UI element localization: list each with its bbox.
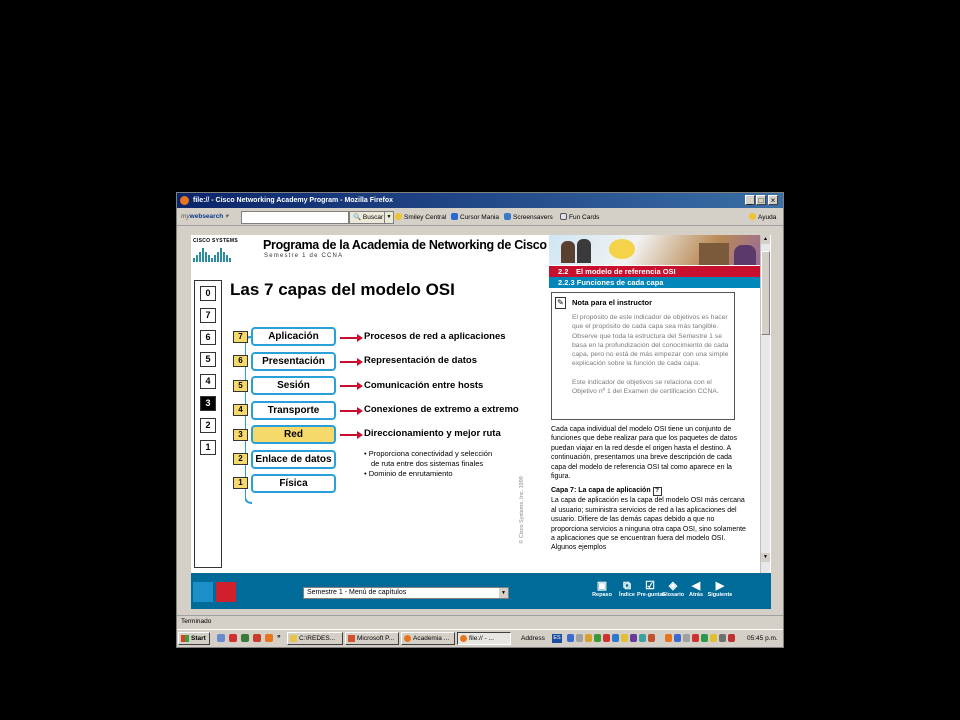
cursor-mania-label: Cursor Mania — [460, 214, 500, 221]
tray-icon[interactable] — [612, 634, 619, 642]
cisco-logo-text: CISCO SYSTEMS — [193, 238, 239, 244]
tray-icon[interactable] — [639, 634, 646, 642]
siguiente-label: Siguiente — [707, 592, 733, 598]
tray-icon[interactable] — [728, 634, 735, 642]
start-label: Start — [191, 635, 206, 642]
repaso-label: Repaso — [592, 592, 612, 598]
search-button[interactable]: 🔍 Buscar — [349, 211, 387, 224]
quicklaunch-desktop-icon[interactable] — [217, 634, 225, 642]
cisco-logo-bars — [193, 246, 239, 262]
instructor-note — [551, 292, 735, 420]
side-vertical-scrollbar[interactable] — [760, 235, 770, 573]
layer-number-1: 1 — [233, 477, 248, 489]
tray-icon[interactable] — [683, 634, 690, 642]
more-quicklaunch-chevron-icon[interactable]: » — [277, 633, 281, 640]
program-title: Programa de la Academia de Networking de Cisco — [263, 238, 547, 252]
arrow-icon — [340, 385, 360, 387]
windows-taskbar — [177, 629, 783, 648]
quiz-icon: ☑ — [645, 580, 655, 592]
firefox-icon — [404, 635, 411, 642]
nav-number-4[interactable]: 4 — [200, 374, 216, 389]
layer-function-4: Conexiones de extremo a extremo — [364, 404, 519, 415]
chevron-down-icon[interactable]: ▼ — [499, 588, 508, 598]
note-icon: ✎ — [555, 297, 566, 309]
layer-number-7: 7 — [233, 331, 248, 343]
browser-window — [176, 192, 784, 648]
layer-box-red: Red — [251, 425, 336, 444]
layer-function-7: Procesos de red a aplicaciones — [364, 331, 506, 342]
layer-3-bullets — [364, 449, 492, 479]
blue-square-decoration — [193, 582, 213, 602]
copyright-text: © Cisco Systems, Inc. 1999 — [518, 476, 525, 544]
maximize-button[interactable]: □ — [756, 195, 766, 205]
layer-box-aplicacion: Aplicación — [251, 327, 336, 346]
layer-function-3: Direccionamiento y mejor ruta — [364, 428, 501, 439]
glosario-label: Glosario — [661, 592, 685, 598]
body-subheading — [551, 486, 747, 496]
tray-icon[interactable] — [648, 634, 655, 642]
help-button[interactable] — [749, 213, 776, 221]
address-toolbar-label[interactable]: Address — [521, 635, 545, 642]
mywebsearch-brand: websearch — [189, 213, 224, 220]
nav-number-3[interactable]: 3 — [200, 396, 216, 411]
tray-icon[interactable] — [594, 634, 601, 642]
mywebsearch-prefix: my — [181, 213, 190, 220]
preguntas-label: Pre-guntas — [637, 592, 666, 598]
program-subtitle: Semestre 1 de CCNA — [264, 253, 344, 259]
layer-number-nav — [194, 280, 222, 568]
help-icon — [749, 213, 756, 220]
nav-number-7[interactable]: 7 — [200, 308, 216, 323]
layer-number-4: 4 — [233, 404, 248, 416]
tray-icon[interactable] — [603, 634, 610, 642]
firefox-icon — [180, 196, 189, 205]
review-icon: ▣ — [596, 580, 608, 592]
layer-box-transporte: Transporte — [251, 401, 336, 420]
banner-sun-shape — [609, 239, 635, 259]
arrow-icon — [340, 410, 360, 412]
body-subheading-text: Capa 7: La capa de aplicación — [551, 487, 651, 495]
system-tray-icons — [567, 634, 735, 643]
slide-title: Las 7 capas del modelo OSI — [230, 280, 455, 299]
layer-box-sesion: Sesión — [251, 376, 336, 395]
tray-icon[interactable] — [657, 634, 664, 642]
task-label: Microsoft P... — [357, 635, 395, 642]
cisco-logo — [193, 238, 239, 264]
section-number: 2.2 — [558, 267, 569, 276]
search-input[interactable] — [241, 211, 349, 224]
task-button-redes-folder[interactable] — [287, 632, 343, 645]
quicklaunch-app-icon[interactable] — [253, 634, 261, 642]
bullet-line: • Proporciona conectividad y selección — [364, 449, 493, 458]
back-arrow-icon: ◀ — [691, 580, 701, 592]
task-label: Academia ... — [413, 635, 450, 642]
siguiente-button[interactable] — [707, 580, 733, 599]
layer-number-3: 3 — [233, 429, 248, 441]
body-paragraph: La capa de aplicación es la capa del modelo OSI más cercana al usuario; suministra servicios de red a las aplicaciones del usuario. Difiere de las demás capas debido a que no proporciona servicios a ninguna otra capa OSI, sino solamente a aplicaciones que se encuentran fuera del modelo OSI. Algunos ejemplos — [551, 497, 746, 552]
smiley-central-label: Smiley Central — [404, 214, 447, 221]
firefox-icon — [460, 635, 467, 642]
nav-number-2[interactable]: 2 — [200, 418, 216, 433]
screensavers-button[interactable] — [504, 213, 553, 221]
tray-icon[interactable] — [701, 634, 708, 642]
tray-icon[interactable] — [585, 634, 592, 642]
layer-function-6: Representación de datos — [364, 355, 477, 366]
layer-box-fisica: Física — [251, 474, 336, 493]
next-arrow-icon: ▶ — [715, 580, 725, 592]
task-button-file-firefox[interactable] — [457, 632, 511, 645]
tray-icon[interactable] — [674, 634, 681, 642]
folder-icon — [290, 635, 297, 642]
layer-number-5: 5 — [233, 380, 248, 392]
tray-icon[interactable] — [621, 634, 628, 642]
side-panel — [549, 235, 771, 573]
glossary-icon: ◈ — [668, 580, 678, 592]
layer-box-presentacion: Presentación — [251, 352, 336, 371]
banner-person-shape — [561, 241, 575, 263]
red-square-decoration — [216, 582, 236, 602]
arrow-icon — [340, 361, 360, 363]
powerpoint-icon — [348, 635, 355, 642]
note-heading: Nota para el instructor — [572, 298, 653, 307]
title-bar[interactable] — [177, 193, 783, 208]
chapter-menu-select[interactable] — [303, 587, 509, 599]
tray-icon[interactable] — [576, 634, 583, 642]
task-label: C:\REDES... — [299, 635, 336, 642]
section-title: El modelo de referencia OSI — [576, 267, 676, 276]
layer-box-enlace-de-datos: Enlace de datos — [251, 450, 336, 469]
help-label: Ayuda — [758, 214, 777, 221]
note-paragraph: El propósito de este indicador de objetivos es hacer que el propósito de cada capa sea más tangible. Observe que toda la estructura del Semestre 1 se basa en la profundización del conocimiento de cada capa, pero no está de más empezar con una simple explicación sobre la función de cada capa. — [572, 314, 729, 368]
quicklaunch-star-icon[interactable] — [229, 634, 237, 642]
indice-label: Índice — [619, 592, 635, 598]
search-dropdown-button[interactable]: ▼ — [384, 211, 394, 224]
course-content — [191, 235, 771, 609]
quicklaunch-firefox-icon[interactable] — [265, 634, 273, 642]
bullet-line: • Dominio de enrutamiento — [364, 469, 453, 478]
smiley-central-button[interactable] — [395, 213, 446, 221]
scroll-up-arrow-icon[interactable]: ▲ — [761, 235, 770, 244]
banner-image — [549, 235, 761, 265]
mywebsearch-toolbar — [177, 209, 783, 226]
banner-person-shape — [577, 239, 591, 263]
banner-building-shape — [699, 243, 729, 265]
fun-cards-button[interactable] — [560, 213, 599, 221]
help-question-icon[interactable]: ? — [653, 487, 662, 496]
taskbar-clock: 05:45 p.m. — [747, 635, 778, 642]
fun-cards-label: Fun Cards — [569, 214, 600, 221]
body-paragraph: Cada capa individual del modelo OSI tiene un conjunto de funciones que debe realizar para que los paquetes de datos puedan viajar en la red desde el origen hasta el destino. A continuación, presentamos una breve descripción de cada capa del modelo de referencia OSI tal como aparece en la figura. — [551, 426, 738, 481]
windows-logo-icon — [181, 635, 189, 642]
tray-icon[interactable] — [630, 634, 637, 642]
cursor-mania-button[interactable] — [451, 213, 499, 221]
screensaver-icon — [504, 213, 511, 220]
nav-number-1[interactable]: 1 — [200, 440, 216, 455]
layer-number-2: 2 — [233, 453, 248, 465]
scroll-thumb[interactable] — [761, 251, 770, 335]
section-header[interactable] — [549, 266, 761, 277]
mywebsearch-logo[interactable]: mywebsearch ▾ — [181, 213, 229, 220]
cursor-icon — [451, 213, 458, 220]
task-button-microsoft-powerpoint[interactable] — [345, 632, 399, 645]
window-title: file:// - Cisco Networking Academy Program - Mozilla Firefox — [193, 197, 394, 204]
search-button-label: Buscar — [362, 214, 384, 221]
index-icon: ⧉ — [623, 580, 631, 592]
scroll-down-arrow-icon[interactable]: ▼ — [761, 553, 770, 562]
nav-number-6[interactable]: 6 — [200, 330, 216, 345]
atras-button[interactable] — [683, 580, 709, 599]
repaso-button[interactable] — [589, 580, 615, 599]
quicklaunch-app-icon[interactable] — [241, 634, 249, 642]
subsection-title: 2.2.3 Funciones de cada capa — [558, 278, 664, 287]
close-button[interactable]: × — [768, 195, 778, 205]
smiley-icon — [395, 213, 402, 220]
layer-function-5: Comunicación entre hosts — [364, 380, 484, 391]
bullet-line: de ruta entre dos sistemas finales — [371, 459, 484, 468]
atras-label: Atrás — [688, 592, 704, 598]
copyright-vertical — [518, 467, 540, 557]
arrow-icon — [340, 337, 360, 339]
side-body-text — [551, 425, 747, 553]
note-text — [572, 313, 734, 396]
arrow-icon — [340, 434, 360, 436]
subsection-header[interactable] — [549, 277, 761, 288]
chapter-menu-value: Semestre 1 - Menú de capítulos — [307, 589, 407, 596]
banner-people-shape — [734, 245, 756, 265]
tray-icon[interactable] — [567, 634, 574, 642]
task-label: file:// - ... — [469, 635, 494, 642]
task-button-academia[interactable] — [401, 632, 455, 645]
layer-number-6: 6 — [233, 355, 248, 367]
note-paragraph: Este indicador de objetivos se relaciona con el Objetivo nº 1 del Examen de certificación CCNA. — [572, 378, 719, 396]
status-text: Terminado — [181, 618, 212, 625]
status-bar — [177, 615, 783, 628]
tray-icon[interactable] — [665, 634, 672, 642]
card-icon — [560, 213, 567, 220]
nav-number-5[interactable]: 5 — [200, 352, 216, 367]
screensavers-label: Screensavers — [513, 214, 553, 221]
minimize-button[interactable]: _ — [745, 195, 755, 205]
nav-number-0[interactable]: 0 — [200, 286, 216, 301]
tray-icon[interactable] — [692, 634, 699, 642]
tray-icon[interactable] — [710, 634, 717, 642]
language-indicator[interactable]: ES — [553, 635, 561, 641]
tray-icon[interactable] — [719, 634, 726, 642]
start-button[interactable] — [178, 632, 210, 645]
